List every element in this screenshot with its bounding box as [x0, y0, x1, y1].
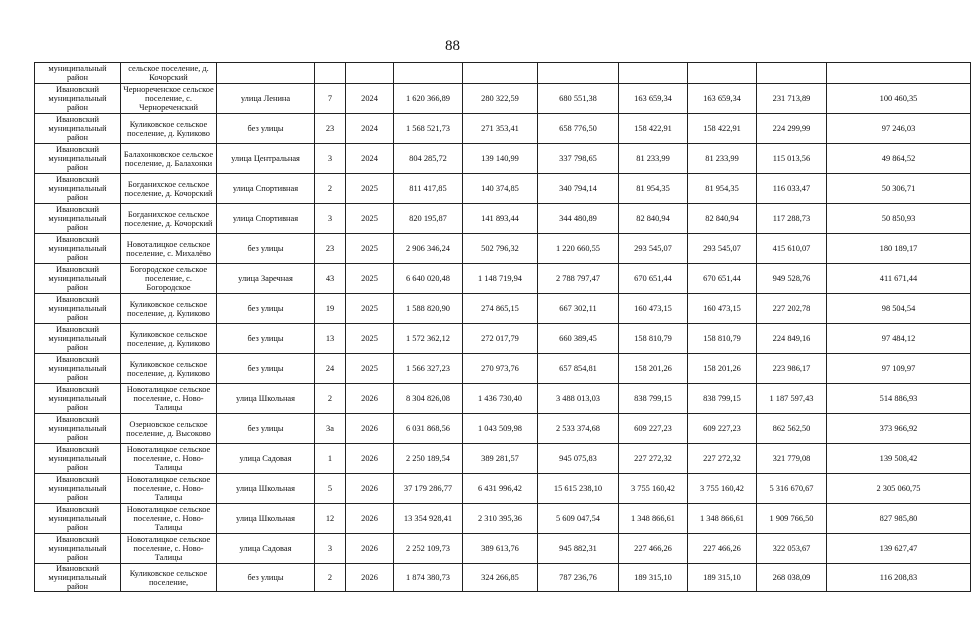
year-cell	[346, 63, 394, 84]
extra-cost-cell: 373 966,92	[827, 414, 971, 444]
settlement-cell: Балахонковское сельское поселение, д. Балахонки	[121, 144, 217, 174]
house-number-cell: 2	[315, 174, 346, 204]
fund-cost-cell	[463, 63, 538, 84]
house-number-cell: 24	[315, 354, 346, 384]
total-cost-cell: 1 588 820,90	[394, 294, 463, 324]
settlement-cell: Новоталицкое сельское поселение, с. Ново-Талицы	[121, 534, 217, 564]
district-cell: Ивановский муниципальный район	[35, 204, 121, 234]
owner-cost-cell: 670 651,44	[688, 264, 757, 294]
district-cell: Ивановский муниципальный район	[35, 114, 121, 144]
year-cell: 2024	[346, 84, 394, 114]
municipal-cost-cell: 160 473,15	[619, 294, 688, 324]
table-row	[35, 444, 971, 474]
owner-cost-cell: 81 954,35	[688, 174, 757, 204]
extra-cost-cell: 97 484,12	[827, 324, 971, 354]
settlement-cell: Новоталицкое сельское поселение, с. Михалёво	[121, 234, 217, 264]
municipal-cost-cell: 189 315,10	[619, 564, 688, 592]
total-cost-cell: 1 874 380,73	[394, 564, 463, 592]
extra-cost-cell: 139 508,42	[827, 444, 971, 474]
street-cell: без улицы	[217, 414, 315, 444]
district-cell: Ивановский муниципальный район	[35, 384, 121, 414]
table-row	[35, 474, 971, 504]
owner-cost-cell: 82 840,94	[688, 204, 757, 234]
region-cost-cell: 15 615 238,10	[538, 474, 619, 504]
fund-cost-cell: 139 140,99	[463, 144, 538, 174]
extra-cost-cell	[827, 63, 971, 84]
street-cell	[217, 63, 315, 84]
street-cell: без улицы	[217, 294, 315, 324]
year-cell: 2026	[346, 474, 394, 504]
table-row	[35, 174, 971, 204]
other-cost-cell: 949 528,76	[757, 264, 827, 294]
house-number-cell: 1	[315, 444, 346, 474]
total-cost-cell: 1 568 521,73	[394, 114, 463, 144]
total-cost-cell: 6 031 868,56	[394, 414, 463, 444]
municipal-cost-cell: 670 651,44	[619, 264, 688, 294]
street-cell: без улицы	[217, 354, 315, 384]
total-cost-cell: 804 285,72	[394, 144, 463, 174]
other-cost-cell: 415 610,07	[757, 234, 827, 264]
street-cell: без улицы	[217, 564, 315, 592]
extra-cost-cell: 97 246,03	[827, 114, 971, 144]
street-cell: улица Ленина	[217, 84, 315, 114]
street-cell: улица Садовая	[217, 444, 315, 474]
year-cell: 2026	[346, 534, 394, 564]
house-number-cell: 2	[315, 564, 346, 592]
other-cost-cell: 223 986,17	[757, 354, 827, 384]
district-cell: Ивановский муниципальный район	[35, 504, 121, 534]
owner-cost-cell: 81 233,99	[688, 144, 757, 174]
extra-cost-cell: 139 627,47	[827, 534, 971, 564]
region-cost-cell	[538, 63, 619, 84]
other-cost-cell: 117 288,73	[757, 204, 827, 234]
table-row	[35, 384, 971, 414]
extra-cost-cell: 50 306,71	[827, 174, 971, 204]
district-cell: Ивановский муниципальный район	[35, 414, 121, 444]
total-cost-cell: 2 250 189,54	[394, 444, 463, 474]
region-cost-cell: 787 236,76	[538, 564, 619, 592]
house-number-cell: 3	[315, 534, 346, 564]
region-cost-cell: 337 798,65	[538, 144, 619, 174]
region-cost-cell: 945 882,31	[538, 534, 619, 564]
fund-cost-cell: 140 374,85	[463, 174, 538, 204]
year-cell: 2025	[346, 324, 394, 354]
owner-cost-cell: 227 272,32	[688, 444, 757, 474]
region-cost-cell: 657 854,81	[538, 354, 619, 384]
district-cell: Ивановский муниципальный район	[35, 84, 121, 114]
district-cell: Ивановский муниципальный район	[35, 294, 121, 324]
extra-cost-cell: 97 109,97	[827, 354, 971, 384]
owner-cost-cell: 838 799,15	[688, 384, 757, 414]
year-cell: 2025	[346, 234, 394, 264]
table-row	[35, 564, 971, 592]
table-row	[35, 204, 971, 234]
extra-cost-cell: 2 305 060,75	[827, 474, 971, 504]
municipal-cost-cell: 82 840,94	[619, 204, 688, 234]
house-number-cell: 23	[315, 114, 346, 144]
district-cell: Ивановский муниципальный район	[35, 444, 121, 474]
municipal-cost-cell: 3 755 160,42	[619, 474, 688, 504]
street-cell: улица Школьная	[217, 474, 315, 504]
total-cost-cell: 2 906 346,24	[394, 234, 463, 264]
table-row	[35, 294, 971, 324]
other-cost-cell	[757, 63, 827, 84]
other-cost-cell: 1 909 766,50	[757, 504, 827, 534]
district-cell: Ивановский муниципальный район	[35, 474, 121, 504]
table-row	[35, 324, 971, 354]
settlement-cell: Озерновское сельское поселение, д. Высоково	[121, 414, 217, 444]
extra-cost-cell: 49 864,52	[827, 144, 971, 174]
settlement-cell: Куликовское сельское поселение, д. Куликово	[121, 114, 217, 144]
settlement-cell: Куликовское сельское поселение, д. Куликово	[121, 324, 217, 354]
table-row	[35, 144, 971, 174]
owner-cost-cell: 160 473,15	[688, 294, 757, 324]
district-cell: Ивановский муниципальный район	[35, 354, 121, 384]
region-cost-cell: 3 488 013,03	[538, 384, 619, 414]
house-number-cell: 2	[315, 384, 346, 414]
fund-cost-cell: 1 436 730,40	[463, 384, 538, 414]
page-number: 88	[445, 38, 460, 54]
other-cost-cell: 224 299,99	[757, 114, 827, 144]
year-cell: 2025	[346, 354, 394, 384]
region-cost-cell: 1 220 660,55	[538, 234, 619, 264]
other-cost-cell: 231 713,89	[757, 84, 827, 114]
extra-cost-cell: 411 671,44	[827, 264, 971, 294]
table-row	[35, 534, 971, 564]
fund-cost-cell: 502 796,32	[463, 234, 538, 264]
municipal-cost-cell: 609 227,23	[619, 414, 688, 444]
municipal-cost-cell: 293 545,07	[619, 234, 688, 264]
fund-cost-cell: 280 322,59	[463, 84, 538, 114]
house-number-cell: 5	[315, 474, 346, 504]
municipal-cost-cell: 227 272,32	[619, 444, 688, 474]
street-cell: улица Спортивная	[217, 174, 315, 204]
house-number-cell: 3	[315, 204, 346, 234]
other-cost-cell: 115 013,56	[757, 144, 827, 174]
fund-cost-cell: 272 017,79	[463, 324, 538, 354]
fund-cost-cell: 141 893,44	[463, 204, 538, 234]
owner-cost-cell: 293 545,07	[688, 234, 757, 264]
region-cost-cell: 2 533 374,68	[538, 414, 619, 444]
table-row	[35, 84, 971, 114]
municipal-cost-cell	[619, 63, 688, 84]
settlement-cell: Новоталицкое сельское поселение, с. Ново-Талицы	[121, 474, 217, 504]
street-cell: без улицы	[217, 324, 315, 354]
owner-cost-cell: 609 227,23	[688, 414, 757, 444]
house-number-cell: 19	[315, 294, 346, 324]
house-number-cell: 7	[315, 84, 346, 114]
year-cell: 2024	[346, 144, 394, 174]
total-cost-cell: 6 640 020,48	[394, 264, 463, 294]
owner-cost-cell: 227 466,26	[688, 534, 757, 564]
total-cost-cell: 1 566 327,23	[394, 354, 463, 384]
total-cost-cell: 13 354 928,41	[394, 504, 463, 534]
total-cost-cell: 8 304 826,08	[394, 384, 463, 414]
municipal-cost-cell: 838 799,15	[619, 384, 688, 414]
extra-cost-cell: 514 886,93	[827, 384, 971, 414]
owner-cost-cell: 158 201,26	[688, 354, 757, 384]
street-cell: улица Спортивная	[217, 204, 315, 234]
year-cell: 2025	[346, 174, 394, 204]
fund-cost-cell: 271 353,41	[463, 114, 538, 144]
table-row	[35, 63, 971, 84]
region-cost-cell: 667 302,11	[538, 294, 619, 324]
extra-cost-cell: 180 189,17	[827, 234, 971, 264]
year-cell: 2026	[346, 384, 394, 414]
extra-cost-cell: 50 850,93	[827, 204, 971, 234]
fund-cost-cell: 2 310 395,36	[463, 504, 538, 534]
district-cell: Ивановский муниципальный район	[35, 174, 121, 204]
fund-cost-cell: 6 431 996,42	[463, 474, 538, 504]
program-table	[34, 62, 971, 592]
municipal-cost-cell: 158 422,91	[619, 114, 688, 144]
fund-cost-cell: 274 865,15	[463, 294, 538, 324]
settlement-cell: Новоталицкое сельское поселение, с. Ново-Талицы	[121, 384, 217, 414]
owner-cost-cell: 158 422,91	[688, 114, 757, 144]
year-cell: 2026	[346, 504, 394, 534]
settlement-cell: Богородское сельское поселение, с. Богородское	[121, 264, 217, 294]
fund-cost-cell: 1 043 509,98	[463, 414, 538, 444]
district-cell: Ивановский муниципальный район	[35, 564, 121, 592]
extra-cost-cell: 98 504,54	[827, 294, 971, 324]
table-row	[35, 354, 971, 384]
year-cell: 2025	[346, 204, 394, 234]
table-row	[35, 414, 971, 444]
house-number-cell: 3а	[315, 414, 346, 444]
settlement-cell: Куликовское сельское поселение, д. Куликово	[121, 354, 217, 384]
municipal-cost-cell: 158 201,26	[619, 354, 688, 384]
fund-cost-cell: 389 613,76	[463, 534, 538, 564]
total-cost-cell: 1 572 362,12	[394, 324, 463, 354]
house-number-cell	[315, 63, 346, 84]
municipal-cost-cell: 1 348 866,61	[619, 504, 688, 534]
table-body	[35, 63, 971, 592]
street-cell: улица Школьная	[217, 504, 315, 534]
other-cost-cell: 116 033,47	[757, 174, 827, 204]
other-cost-cell: 321 779,08	[757, 444, 827, 474]
owner-cost-cell: 189 315,10	[688, 564, 757, 592]
region-cost-cell: 340 794,14	[538, 174, 619, 204]
owner-cost-cell: 1 348 866,61	[688, 504, 757, 534]
region-cost-cell: 658 776,50	[538, 114, 619, 144]
total-cost-cell: 820 195,87	[394, 204, 463, 234]
table-row	[35, 234, 971, 264]
extra-cost-cell: 100 460,35	[827, 84, 971, 114]
extra-cost-cell: 827 985,80	[827, 504, 971, 534]
other-cost-cell: 227 202,78	[757, 294, 827, 324]
other-cost-cell: 1 187 597,43	[757, 384, 827, 414]
house-number-cell: 12	[315, 504, 346, 534]
year-cell: 2025	[346, 264, 394, 294]
settlement-cell: сельское поселение, д. Кочорский	[121, 63, 217, 84]
extra-cost-cell: 116 208,83	[827, 564, 971, 592]
other-cost-cell: 862 562,50	[757, 414, 827, 444]
year-cell: 2024	[346, 114, 394, 144]
house-number-cell: 43	[315, 264, 346, 294]
municipal-cost-cell: 227 466,26	[619, 534, 688, 564]
district-cell: Ивановский муниципальный район	[35, 534, 121, 564]
street-cell: улица Центральная	[217, 144, 315, 174]
total-cost-cell: 37 179 286,77	[394, 474, 463, 504]
settlement-cell: Куликовское сельское поселение, д. Куликово	[121, 294, 217, 324]
fund-cost-cell: 389 281,57	[463, 444, 538, 474]
fund-cost-cell: 270 973,76	[463, 354, 538, 384]
district-cell: Ивановский муниципальный район	[35, 324, 121, 354]
table-row	[35, 114, 971, 144]
year-cell: 2026	[346, 444, 394, 474]
street-cell: улица Садовая	[217, 534, 315, 564]
total-cost-cell	[394, 63, 463, 84]
region-cost-cell: 5 609 047,54	[538, 504, 619, 534]
total-cost-cell: 811 417,85	[394, 174, 463, 204]
district-cell: Ивановский муниципальный район	[35, 234, 121, 264]
year-cell: 2025	[346, 294, 394, 324]
settlement-cell: Новоталицкое сельское поселение, с. Ново-Талицы	[121, 444, 217, 474]
municipal-cost-cell: 81 233,99	[619, 144, 688, 174]
region-cost-cell: 945 075,83	[538, 444, 619, 474]
region-cost-cell: 344 480,89	[538, 204, 619, 234]
other-cost-cell: 268 038,09	[757, 564, 827, 592]
table-row	[35, 264, 971, 294]
region-cost-cell: 680 551,38	[538, 84, 619, 114]
region-cost-cell: 2 788 797,47	[538, 264, 619, 294]
other-cost-cell: 5 316 670,67	[757, 474, 827, 504]
other-cost-cell: 224 849,16	[757, 324, 827, 354]
municipal-cost-cell: 158 810,79	[619, 324, 688, 354]
street-cell: без улицы	[217, 114, 315, 144]
fund-cost-cell: 324 266,85	[463, 564, 538, 592]
house-number-cell: 3	[315, 144, 346, 174]
settlement-cell: Богданихское сельское поселение, д. Кочорский	[121, 174, 217, 204]
house-number-cell: 13	[315, 324, 346, 354]
other-cost-cell: 322 053,67	[757, 534, 827, 564]
house-number-cell: 23	[315, 234, 346, 264]
municipal-cost-cell: 81 954,35	[619, 174, 688, 204]
street-cell: улица Школьная	[217, 384, 315, 414]
district-cell: Ивановский муниципальный район	[35, 264, 121, 294]
table-row	[35, 504, 971, 534]
municipal-cost-cell: 163 659,34	[619, 84, 688, 114]
year-cell: 2026	[346, 564, 394, 592]
district-cell: Ивановский муниципальный район	[35, 144, 121, 174]
street-cell: улица Заречная	[217, 264, 315, 294]
district-cell: муниципальный район	[35, 63, 121, 84]
settlement-cell: Чернореченское сельское поселение, с. Чернореченский	[121, 84, 217, 114]
owner-cost-cell: 158 810,79	[688, 324, 757, 354]
total-cost-cell: 1 620 366,89	[394, 84, 463, 114]
street-cell: без улицы	[217, 234, 315, 264]
total-cost-cell: 2 252 109,73	[394, 534, 463, 564]
year-cell: 2026	[346, 414, 394, 444]
owner-cost-cell: 3 755 160,42	[688, 474, 757, 504]
settlement-cell: Богданихское сельское поселение, д. Кочорский	[121, 204, 217, 234]
owner-cost-cell: 163 659,34	[688, 84, 757, 114]
owner-cost-cell	[688, 63, 757, 84]
fund-cost-cell: 1 148 719,94	[463, 264, 538, 294]
region-cost-cell: 660 389,45	[538, 324, 619, 354]
settlement-cell: Новоталицкое сельское поселение, с. Ново-Талицы	[121, 504, 217, 534]
settlement-cell: Куликовское сельское поселение,	[121, 564, 217, 592]
